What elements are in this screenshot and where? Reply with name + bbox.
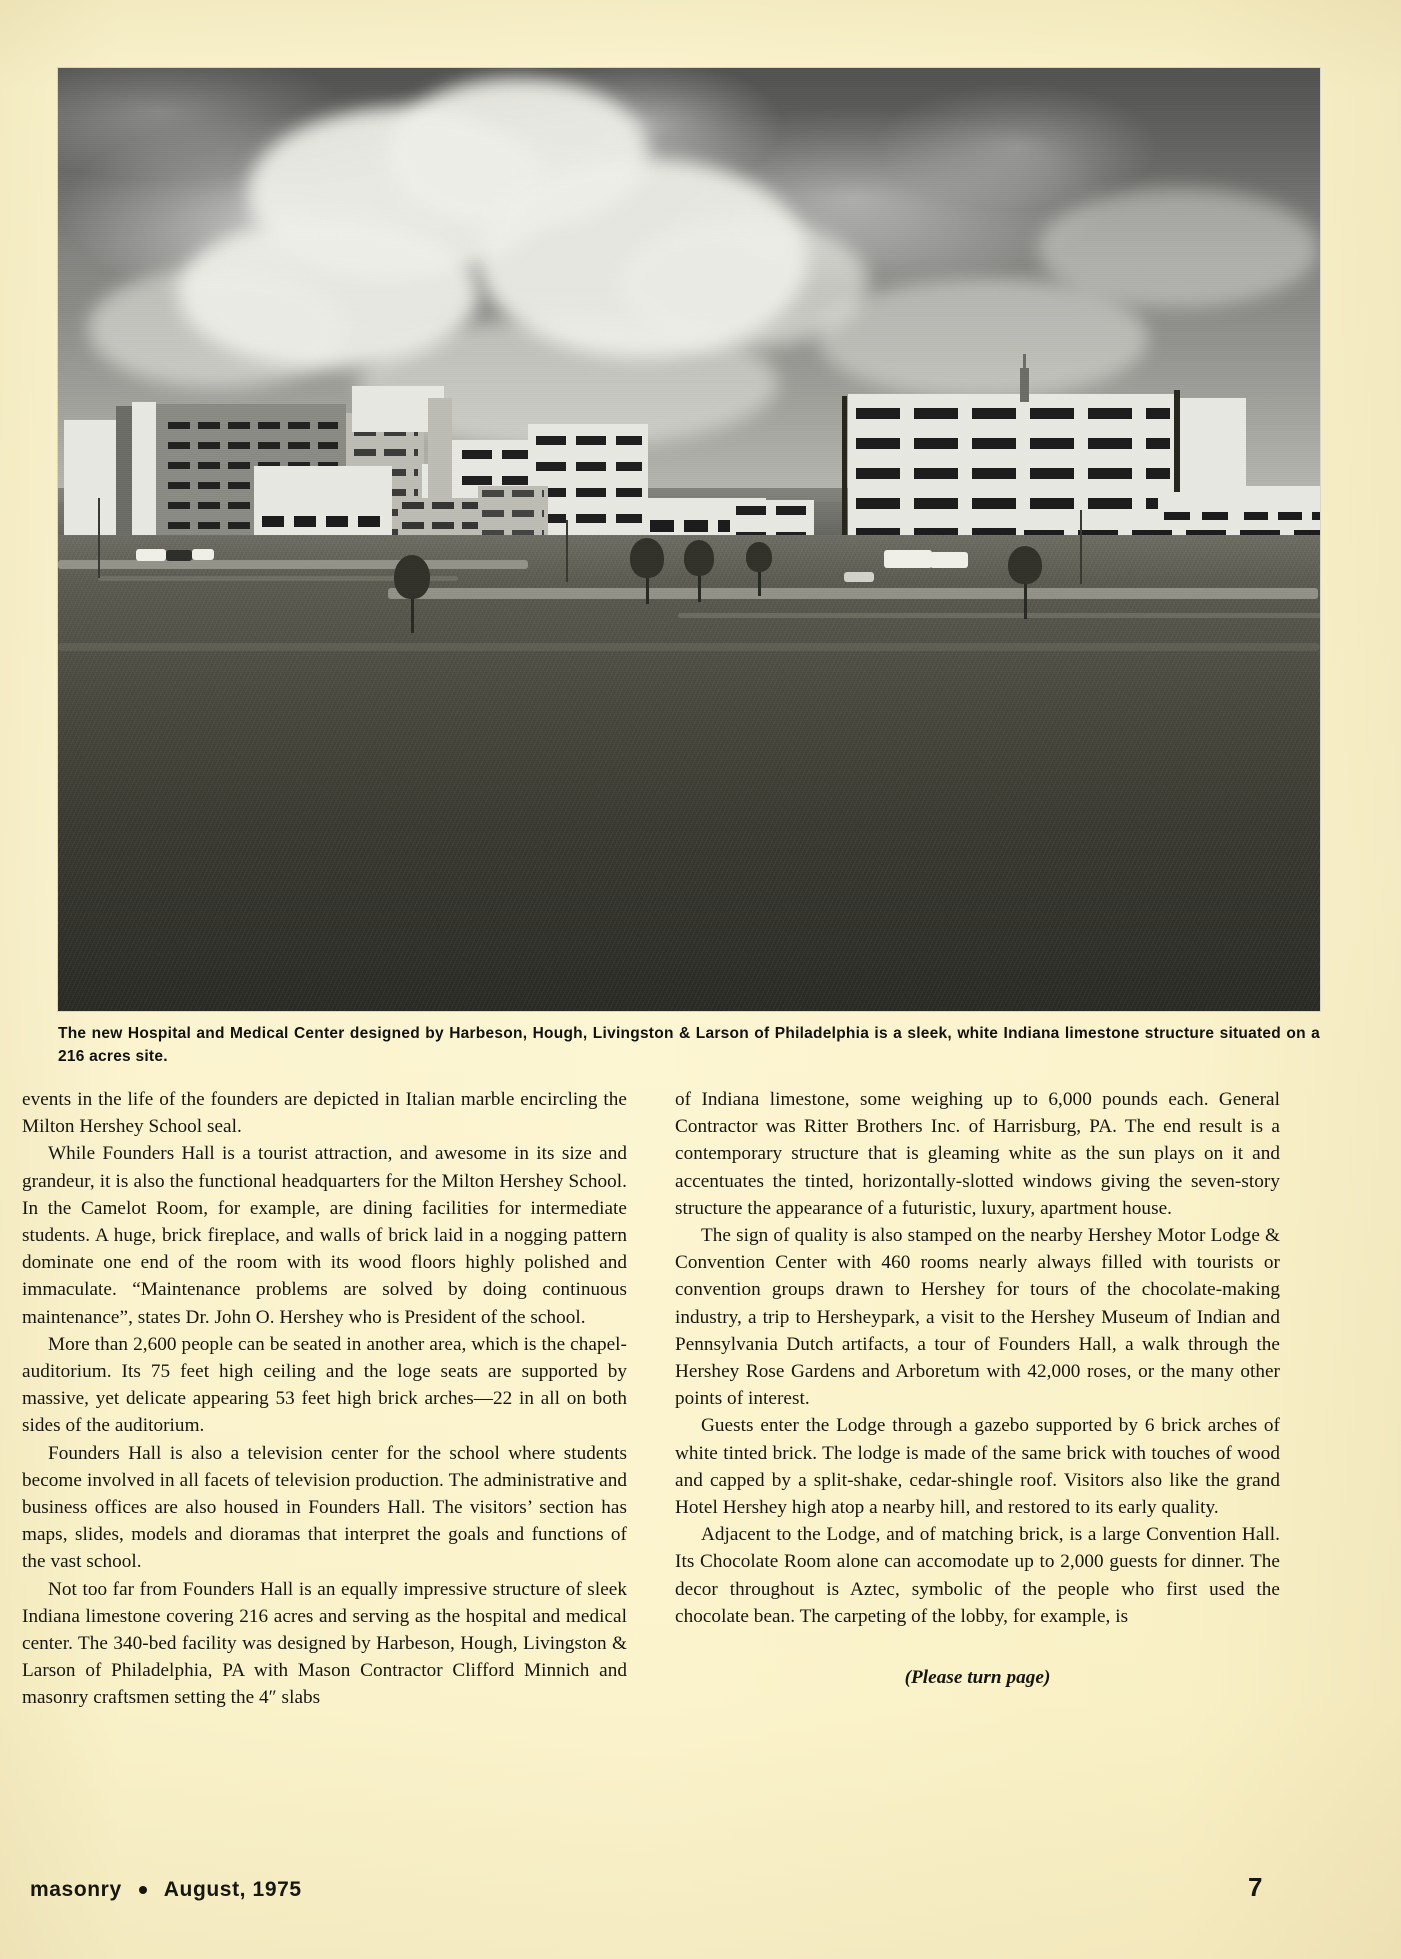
light-pole [98,498,100,578]
paragraph: More than 2,600 people can be seated in another area, which is the chapel-auditorium. Its 75 feet high ceiling and the loge seats are supported by massive, yet delicate appearing 53 feet high brick arches—22 in all on both sides of the auditorium. [22,1333,627,1437]
building-bright-block [354,386,428,430]
paragraph: events in the life of the founders are depicted in Italian marble encircling the Milton Hershey School seal. [22,1089,627,1138]
paragraph: of Indiana limestone, some weighing up to 6,000 pounds each. General Contractor was Ritter Brothers Inc. of Harrisburg, PA. The end result is a contemporary structure that is gleaming white as the sun plays on it and accentuates the tinted, horizontally-slotted windows giving the seven-story structure the appearance of a futuristic, luxury, apartment house. [675,1089,1280,1219]
hospital-photo-figure [58,68,1320,1069]
photo-caption: The new Hospital and Medical Center designed by Harbeson, Hough, Livingston & Larson of Philadelphia is a sleek, white Indiana limestone structure situated on a 216 acres site. [58,1025,1320,1065]
parked-car [136,549,166,561]
cloud-shape [1038,188,1318,308]
paragraph: While Founders Hall is a tourist attraction, and awesome in its size and grandeur, it is also the functional headquarters for the Milton Hershey School. In the Camelot Room, for example, are dining facilities for intermediate students. A huge, brick fireplace, and walls of brick laid in a nogging pattern dominate one end of the room with its wood floors highly polished and immaculate. “Maintenance problems are solved by doing continuous maintenance”, states Dr. John O. Hershey who is President of the school. [22,1143,627,1328]
paragraph: The sign of quality is also stamped on the nearby Hershey Motor Lodge & Convention Center with 460 rooms nearly always filled with tourists or convention groups drawn to Hershey for tours of the chocolate-making industry, a trip to Hersheypark, a visit to the Hershey Museum of Indian and Pennsylvania Dutch artifacts, a tour of Founders Hall, a walk through the Hershey Rose Gardens and Arboretum with 42,000 roses, or the many other points of interest. [675,1225,1280,1410]
hospital-photograph [58,68,1320,1011]
page-number: 7 [1248,1872,1263,1902]
parked-car [192,549,214,560]
right-column [675,1086,1280,1712]
curb-line [678,613,1320,618]
footer-masthead [30,1878,302,1902]
access-road [58,560,528,569]
publication-name: masonry [30,1878,122,1901]
rooftop-mast [1020,368,1029,402]
building-block [132,402,156,538]
cloud-shape [88,268,348,388]
parked-car [166,550,192,561]
bullet-dot-icon [139,1886,147,1894]
paragraph: Guests enter the Lodge through a gazebo supported by 6 brick arches of white tinted brick. The lodge is made of the same brick with touches of wood and capped by a split-shake, cedar-shingle roof. Visitors also like the grand Hotel Hershey high atop a nearby hill, and restored to its early quality. [675,1415,1280,1519]
lawn-foreground [58,535,1320,1011]
building-block [64,420,116,538]
parked-car [844,572,874,582]
tree-canopy [1008,546,1042,584]
light-pole [1080,510,1082,584]
parked-van [930,552,968,568]
entrance-window-row [262,516,384,527]
paragraph: Adjacent to the Lodge, and of matching brick, is a large Convention Hall. Its Chocolate Room alone can accomodate up to 2,000 guests for dinner. The decor throughout is Aztec, symbolic of the people who first used the chocolate bean. The carpeting of the lobby, for example, is [675,1524,1280,1627]
building-shadow-slot [116,406,132,538]
paragraph: Founders Hall is also a television center for the school where students become involved in all facets of television production. The administrative and business offices are also housed in Founders Hall. The visitors’ section has maps, slides, models and dioramas that interpret the goals and functions of the vast school. [22,1442,627,1573]
rooftop-antenna [1023,354,1026,372]
tree-canopy [684,540,714,576]
mown-stripe [58,643,1320,651]
paragraph: Not too far from Founders Hall is an equally impressive structure of sleek Indiana limestone covering 216 acres and serving as the hospital and medical center. The 340-bed facility was designed by Harbeson, Hough, Livingston & Larson of Philadelphia, PA with Mason Contractor Clifford Minnich and masonry craftsmen setting the 4″ slabs [22,1578,627,1709]
parked-van [884,550,932,568]
tree-canopy [746,542,772,572]
tree-canopy [394,555,430,599]
light-pole [566,520,568,582]
tree-canopy [630,538,664,578]
access-road [388,588,1318,599]
issue-date: August, 1975 [163,1878,302,1901]
continuation-note: (Please turn page) [904,1667,1051,1689]
article-body [22,1086,1280,1712]
left-column [22,1086,627,1712]
grass-texture [58,535,1320,1011]
